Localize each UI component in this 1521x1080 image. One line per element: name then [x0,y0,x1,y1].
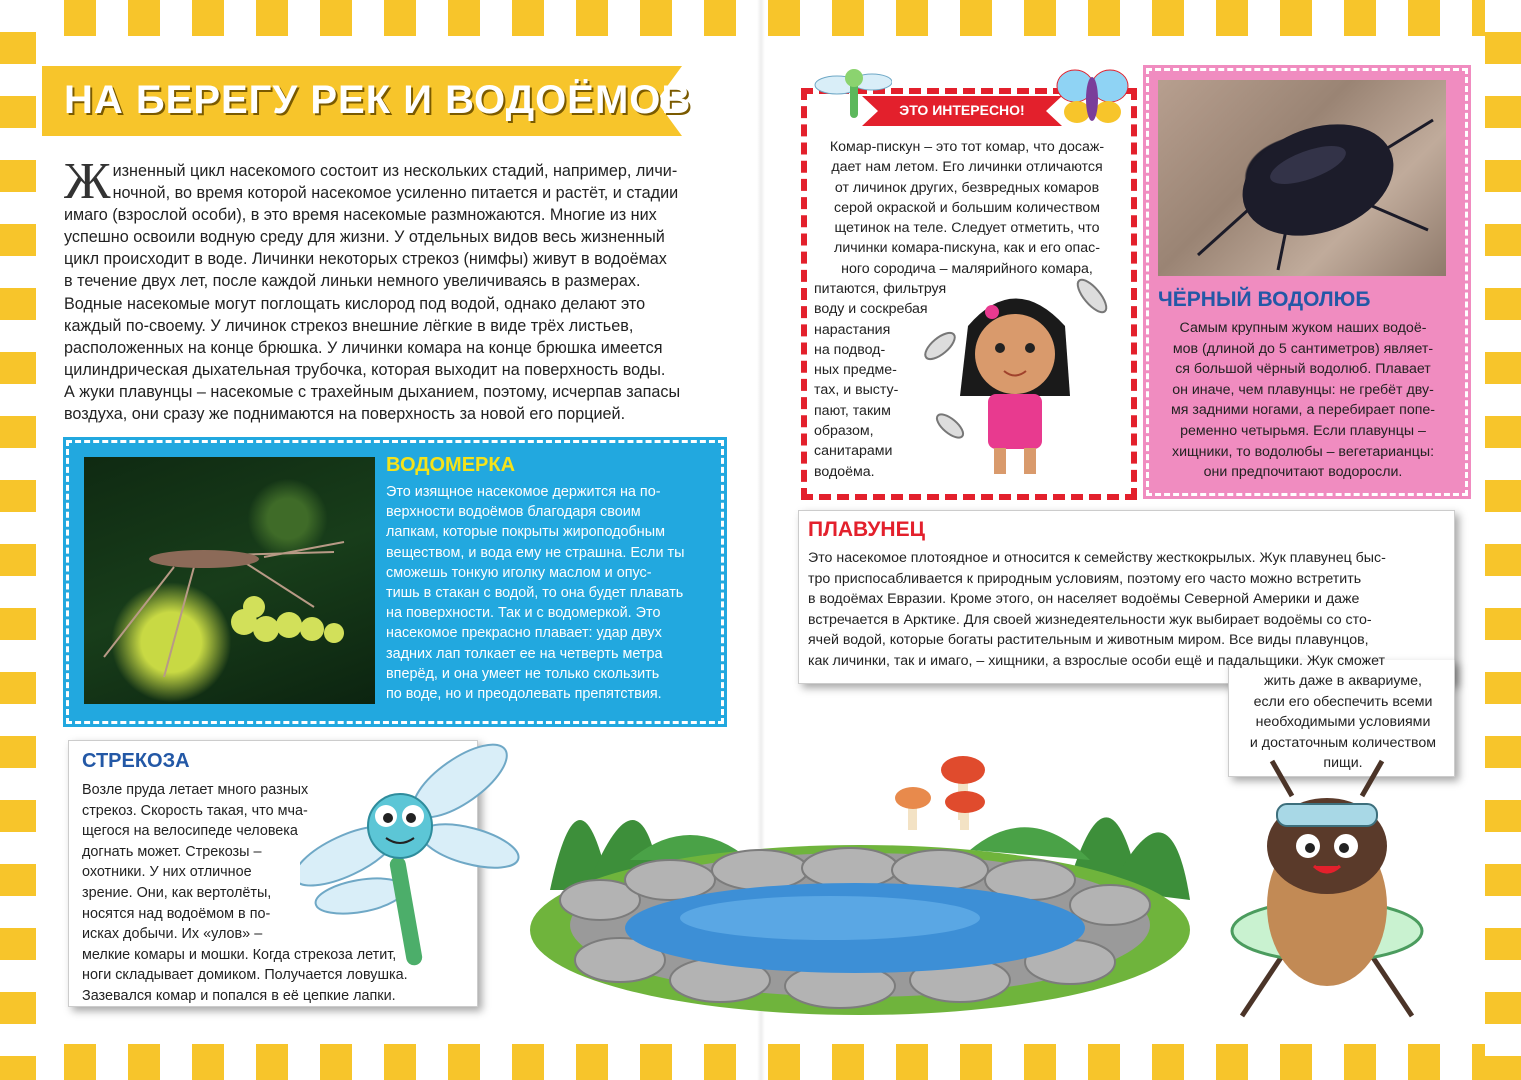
plavunets-line: необходимыми условиями [1255,714,1431,730]
checkered-border-left [0,0,36,1080]
diving-beetle-mascot-icon [1222,756,1462,1036]
interesting-line: от личинок других, безвредных комаров [834,179,1100,196]
small-dragonfly-icon [812,60,892,120]
interesting-line: воду и соскребая [814,301,928,318]
vodolyub-line: Самым крупным жуком наших водоё- [1179,320,1427,336]
vodolyub-line: ся большой чёрный водолюб. Плавает [1175,361,1431,378]
main-line: цилиндрическая дыхательная трубочка, которая выходит на поверхность воды. [64,360,666,379]
plavunets-line: Это насекомое плотоядное и относится к семейству жесткокрылых. Жук плавунец быс- [808,550,1386,566]
interesting-line: пают, таким [814,402,891,419]
vodomerka-line: Это изящное насекомое держится на по- [386,484,661,500]
interesting-line: нарастания [814,321,891,338]
vodolyub-title: ЧЁРНЫЙ ВОДОЛЮБ [1158,288,1371,311]
plavunets-line: пищи. [1323,755,1363,771]
interesting-text [814,137,1120,279]
water-strider-photo [84,457,375,704]
plavunets-line: тро приспосабливается к природным условиям, поэтому его часто можно встретить [808,570,1362,587]
checkered-border-right [1485,0,1521,1080]
drop-cap: Ж [64,153,111,210]
vodolyub-text [1158,318,1448,483]
strekoza-line: зрение. Они, как вертолёты, [82,884,272,901]
vodomerka-line: сможешь тонкую иголку маслом и опус- [386,564,652,581]
strekoza-line: Зазевался комар и попался в её цепкие лапки. [82,987,396,1004]
vodolyub-line: он иначе, чем плавунцы: не гребёт дву- [1172,381,1434,398]
plavunets-line: жить даже в аквариуме, [1264,673,1422,689]
main-line: расположенных на конце брюшка. У личинки комара на конце брюшка имеется [64,338,663,357]
interesting-line: Комар-пискун – это тот комар, что досаж- [829,139,1105,155]
interesting-label: ЭТО ИНТЕРЕСНО! [899,102,1025,118]
vodomerka-text [386,482,704,704]
black-beetle-photo [1158,80,1446,276]
vodomerka-line: веществом, и вода ему не страшна. Если ты [386,544,685,561]
page-number-right: 21 [1475,1025,1491,1041]
main-line: ночной, во время которой насекомое усиленно питается и растёт, и стадии [112,184,679,203]
vodomerka-line: вперёд, и она умеет не только скользить [386,665,660,682]
strekoza-line: исках добычи. Их «улов» – [82,926,263,943]
strekoza-line: Возле пруда летает много разных [82,782,309,798]
main-line: цикл происходит в воде. Личинки некоторых стрекоз (нимфы) живут в водоёмах [64,250,667,269]
main-line: А жуки плавунцы – насекомые с трахейным дыханием, поэтому, исчерпав запасы [64,382,681,401]
vodomerka-line: на поверхности. Так и с водомеркой. Это [386,605,661,622]
interesting-line: питаются, фильтруя [814,281,947,297]
interesting-line: дает нам летом. Его личинки отличаются [831,159,1103,176]
interesting-line: серой окраской и большим количеством [833,199,1100,216]
plavunets-text [808,548,1444,671]
vodomerka-line: по воде, но и преодолевать препятствия. [386,686,662,703]
girl-with-mosquitoes-icon [920,276,1120,484]
plavunets-line: встречается в Арктике. Для своей жизнедеятельности жук выбирает водоёмы со сто- [808,611,1372,628]
main-line: Водные насекомые могут поглощать кислород под водой, однако делают это [64,294,646,313]
main-line: успешно освоили водную среду для жизни. У отдельных видов весь жизненный [64,228,665,247]
plavunets-line: если его обеспечить всеми [1253,693,1433,710]
plavunets-line: в водоёмах Евразии. Кроме этого, он населяет водоёмы Северной Америки и даже [808,591,1360,607]
pond-illustration-icon [490,730,1230,1030]
strekoza-line: носятся над водоёмом в по- [82,905,271,922]
strekoza-line: мелкие комары и мошки. Когда стрекоза летит, [82,946,397,963]
main-paragraph [64,153,714,425]
butterfly-icon [1055,64,1130,129]
vodolyub-line: они предпочитают водоросли. [1203,464,1403,481]
interesting-line: личинки комара-пискуна, как и его опас- [834,240,1100,257]
strekoza-line: щегося на велосипеде человека [82,823,298,840]
strekoza-line: охотники. У них отличное [82,864,252,881]
interesting-line: ных предме- [814,362,897,379]
interesting-line: на подвод- [814,341,886,358]
vodolyub-line: мов (длиной до 5 сантиметров) являет- [1172,340,1434,357]
vodolyub-line: мя задними ногами, а перебирает попе- [1170,402,1436,419]
page-title: НА БЕРЕГУ РЕК И ВОДОЁМОВ [64,78,692,122]
vodomerka-line: тишь в стакан с водой, то она будет плавать [386,585,684,602]
interesting-line: ного сородича – малярийного комара, [841,260,1093,277]
vodolyub-line: хищники, то водолюбы – вегетарианцы: [1171,443,1435,460]
page-number-left: 20 [30,1025,46,1041]
vodomerka-line: насекомое прекрасно плавает: удар двух [386,625,662,642]
interesting-line: санитарами [814,443,893,460]
interesting-line: образом, [814,423,874,440]
vodomerka-line: лапкам, которые покрыты жироподобным [386,524,665,541]
strekoza-line: ноги складывает домиком. Получается ловушка. [82,967,408,984]
interesting-line: тах, и высту- [814,382,899,399]
interesting-line: водоёма. [814,463,875,480]
plavunets-line: ячей водой, которые богаты растительным и животным миром. Все виды плавунцов, [808,632,1369,648]
strekoza-line: догнать может. Стрекозы – [82,843,262,860]
strekoza-title: СТРЕКОЗА [82,750,190,772]
vodomerka-title: ВОДОМЕРКА [386,454,516,476]
strekoza-line: стрекоз. Скорость такая, что мча- [82,802,308,819]
water-strider-icon [84,457,375,704]
interesting-line: щетинок на теле. Следует отметить, что [834,220,1100,237]
main-line: в течение двух лет, после каждой линьки немного увеличиваясь в размерах. [64,272,641,291]
main-line: каждый по-своему. У личинок стрекоз внешние лёгкие в виде трёх листьев, [64,316,634,335]
plavunets-line: и достаточным количеством [1249,734,1437,751]
main-line: изненный цикл насекомого состоит из нескольких стадий, например, личи- [112,162,678,180]
vodomerka-line: задних лап толкает ее на четверть метра [386,645,663,662]
vodomerka-line: верхности водоёмов благодаря своим [386,504,641,521]
beetle-icon [1158,80,1446,276]
plavunets-title: ПЛАВУНЕЦ [808,518,925,541]
main-line: имаго (взрослой особи), в это время насекомые размножаются. Многие из них [64,206,657,225]
plavunets-line: как личинки, так и имаго, – хищники, а взрослые особи ещё и падальщики. Жук сможет [808,652,1386,669]
main-line: воздуха, они сразу же поднимаются на поверхность за новой его порцией. [64,405,626,424]
vodolyub-line: ременно четырьмя. Если плавунцы – [1180,422,1426,439]
